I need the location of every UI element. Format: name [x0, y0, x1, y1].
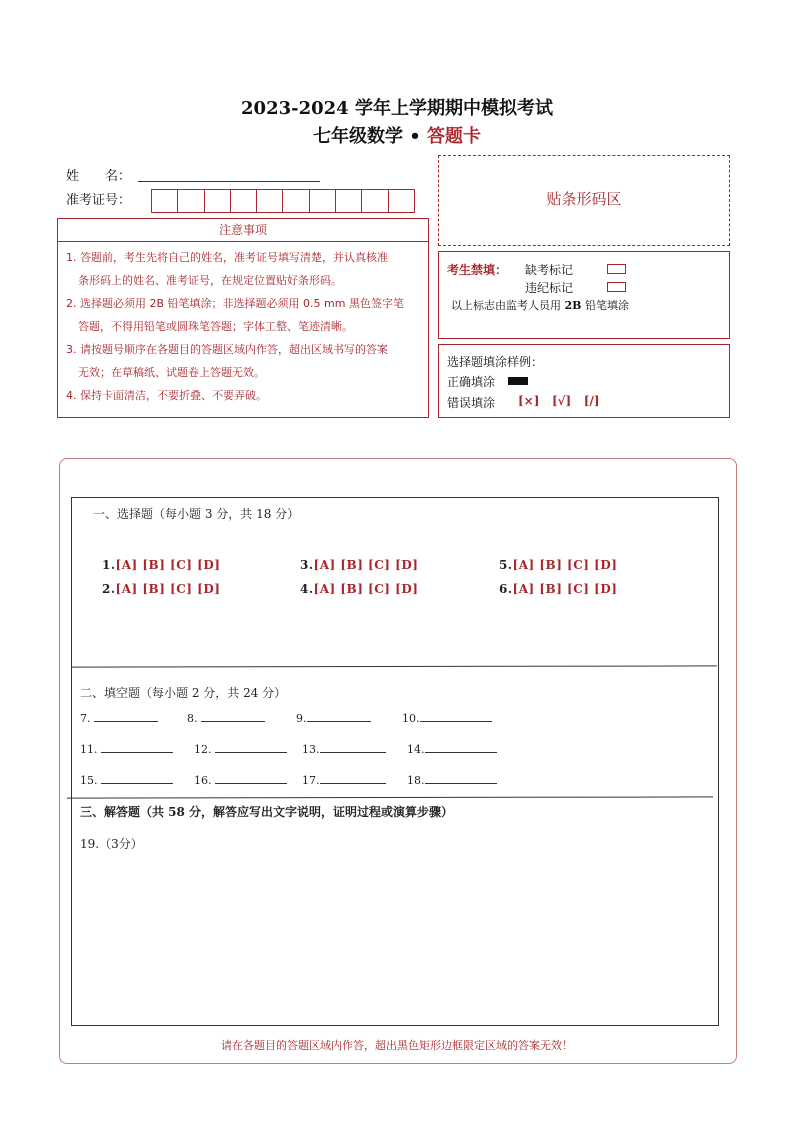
- violation-mark-label: 违纪标记: [525, 281, 574, 295]
- blank-q16[interactable]: 16.: [194, 773, 287, 787]
- restricted-note: 以上标志由监考人员用 2B 铅笔填涂: [451, 299, 629, 312]
- examinee-restricted-box: [438, 251, 730, 339]
- notice-item: 4. 保持卡面清洁，不要折叠、不要弄破。: [66, 389, 267, 402]
- id-cell[interactable]: [151, 189, 177, 213]
- choice-row-q1[interactable]: 1.[A] [B] [C] [D]: [102, 558, 221, 572]
- id-cell[interactable]: [388, 189, 415, 213]
- id-cell[interactable]: [204, 189, 230, 213]
- answer-area-border: [71, 497, 719, 1026]
- id-cell[interactable]: [309, 189, 335, 213]
- blank-q13[interactable]: 13.: [302, 742, 386, 756]
- barcode-label: 贴条形码区: [546, 190, 622, 208]
- example-heading: 选择题填涂样例：: [447, 355, 544, 369]
- exam-id-label: 准考证号：: [66, 193, 132, 208]
- subtitle-separator: •: [402, 126, 428, 147]
- barcode-area: [438, 155, 730, 246]
- question-19-label: 19.（3分）: [80, 837, 143, 851]
- blank-q15[interactable]: 15.: [80, 773, 173, 787]
- correct-fill-sample: [508, 377, 528, 385]
- footer-warning: 请在各题目的答题区域内作答，超出黑色矩形边框限定区域的答案无效！: [221, 1039, 573, 1052]
- blank-q7[interactable]: 7.: [80, 711, 158, 725]
- id-cell[interactable]: [335, 189, 361, 213]
- blank-q9[interactable]: 9.: [296, 711, 371, 725]
- notice-panel: [57, 241, 429, 418]
- blank-q11[interactable]: 11.: [80, 742, 173, 756]
- id-cell[interactable]: [282, 189, 308, 213]
- choice-row-q2[interactable]: 2.[A] [B] [C] [D]: [102, 582, 221, 596]
- choice-row-q3[interactable]: 3.[A] [B] [C] [D]: [300, 558, 419, 572]
- section1-heading: 一、选择题（每小题 3 分，共 18 分）: [93, 507, 300, 521]
- notice-item: 1. 答题前，考生先将自己的姓名，准考证号填写清楚，并认真核准 条形码上的姓名、准考证号，在规定位置贴好条形码。: [66, 251, 388, 287]
- subtitle-answer-card: 答题卡: [427, 126, 482, 147]
- section3-heading: 三、解答题（共 58 分，解答应写出文字说明，证明过程或演算步骤）: [80, 805, 454, 819]
- violation-mark-box[interactable]: [607, 282, 626, 292]
- card-subtitle: [0, 122, 794, 148]
- blank-q10[interactable]: 10.: [402, 711, 492, 725]
- wrong-fill-label: 错误填涂: [447, 396, 496, 410]
- name-input-line[interactable]: [138, 180, 320, 182]
- fill-example-box: [438, 344, 730, 418]
- id-cell[interactable]: [177, 189, 203, 213]
- wrong-fill-samples: [×] [√] [/]: [518, 394, 600, 408]
- blank-q14[interactable]: 14.: [407, 742, 497, 756]
- id-cell[interactable]: [256, 189, 282, 213]
- id-cell[interactable]: [361, 189, 387, 213]
- subtitle-subject: 七年级数学: [312, 126, 403, 147]
- notice-item: 3. 请按题号顺序在各题目的答题区域内作答，超出区域书写的答案 无效；在草稿纸、试题卷上答题无效。: [66, 343, 388, 379]
- blank-q17[interactable]: 17.: [302, 773, 386, 787]
- absent-mark-box[interactable]: [607, 264, 626, 274]
- exam-id-boxes[interactable]: [151, 189, 415, 213]
- id-cell[interactable]: [230, 189, 256, 213]
- notice-item: 2. 选择题必须用 2B 铅笔填涂；非选择题必须用 0.5 mm 黑色签字笔 答题，不得用铅笔或圆珠笔答题；字体工整、笔迹清晰。: [66, 297, 404, 333]
- correct-fill-label: 正确填涂: [447, 375, 496, 389]
- absent-mark-label: 缺考标记: [525, 263, 574, 277]
- blank-q18[interactable]: 18.: [407, 773, 497, 787]
- notice-heading: 注意事项: [57, 218, 429, 242]
- choice-row-q4[interactable]: 4.[A] [B] [C] [D]: [300, 582, 419, 596]
- choice-row-q6[interactable]: 6.[A] [B] [C] [D]: [499, 582, 618, 596]
- restricted-label: 考生禁填：: [447, 263, 508, 277]
- exam-title: 2023-2024 学年上学期期中模拟考试: [241, 98, 553, 119]
- blank-q12[interactable]: 12.: [194, 742, 287, 756]
- section2-heading: 二、填空题（每小题 2 分，共 24 分）: [80, 686, 287, 700]
- blank-q8[interactable]: 8.: [187, 711, 265, 725]
- name-label: 姓 名：: [66, 169, 132, 184]
- choice-row-q5[interactable]: 5.[A] [B] [C] [D]: [499, 558, 618, 572]
